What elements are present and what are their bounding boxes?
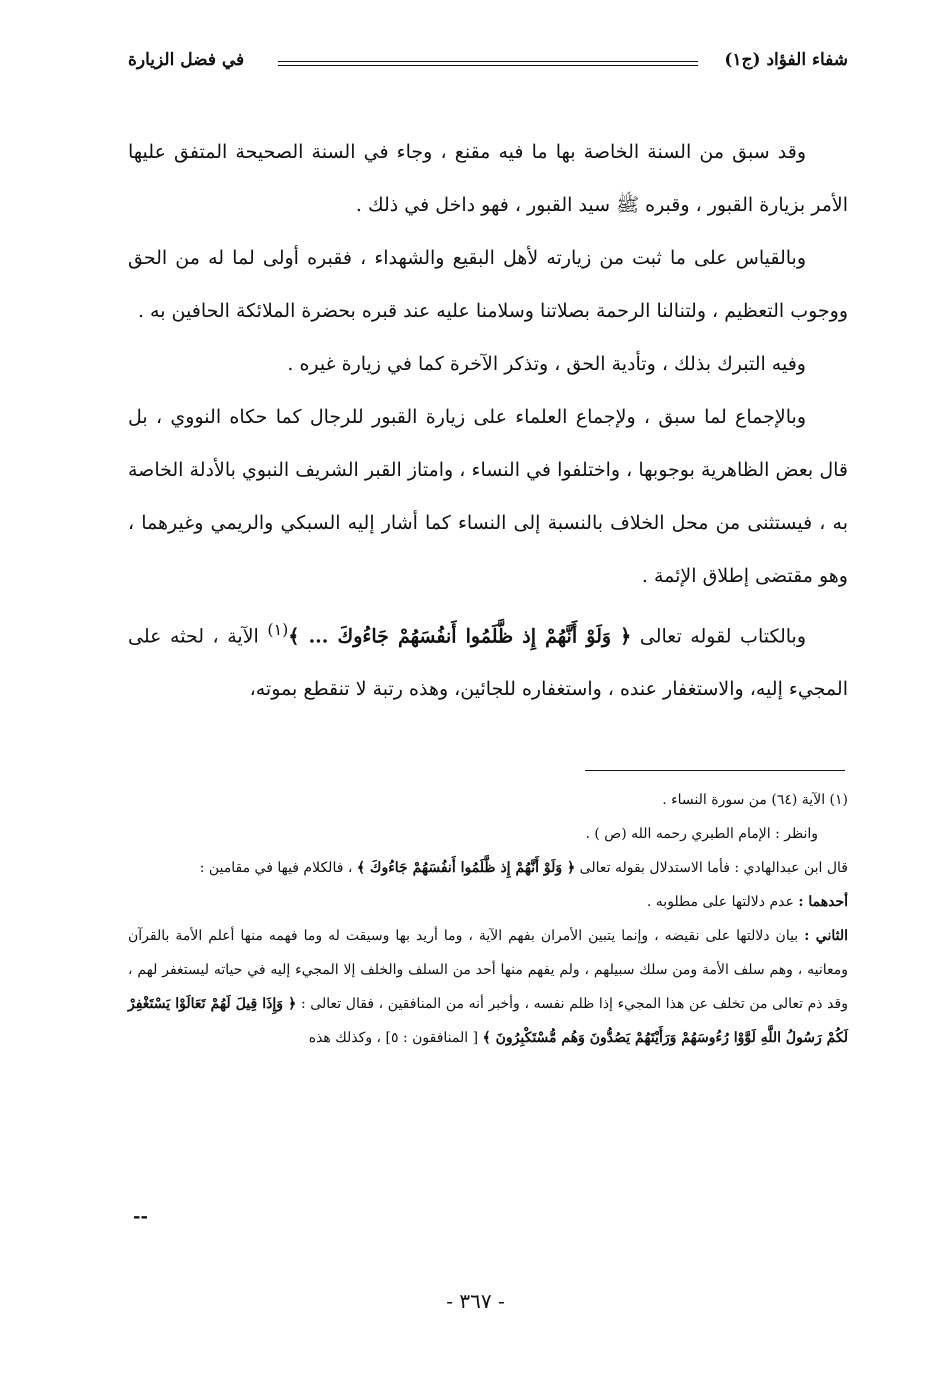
footnote-4-text: عدم دلالتها على مطلوبه . (646, 894, 794, 910)
paragraph-5 (128, 603, 848, 716)
paragraph-2: وبالقياس على ما ثبت من زيارته لأهل البقيع والشهداء ، فقبره أولى لما له من الحق ووجوب التعظيم ، ولتنالنا الرحمة بصلاتنا وسلامنا عليه عند قبره بحضرة الملائكة الحافين به . (128, 247, 848, 322)
footnote-4 (128, 885, 848, 919)
footnote-5-verse: ﴿ وَإِذَا قِيلَ لَهُمْ تَعَالَوْا يَسْتَغْفِرْ لَكُمْ رَسُولُ اللَّهِ لَوَّوْا رُءُوسَهُمْ وَرَأَيْتَهُمْ يَصُدُّونَ وَهُم مُّسْتَكْبِرُونَ ﴾ (128, 996, 848, 1046)
footnote-3-rest: ، فالكلام فيها في مقامين : (199, 860, 353, 876)
paragraph-5-rest: الآية ، لحثه على المجيء إليه، والاستغفار عنده ، واستغفاره للجائين، وهذه رتبة لا تنقطع بموته، (128, 625, 848, 701)
footnotes (128, 783, 848, 1055)
footnote-3-verse: ﴿ وَلَوْ أَنَّهُمْ إِذ ظَّلَمُوا أَنفُسَهُمْ جَاءُوكَ ﴾ (356, 860, 576, 876)
footnote-5 (128, 919, 848, 1055)
quran-verse: ﴿ وَلَوْ أَنَّهُمْ إِذ ظَّلَمُوا أَنفُسَهُمْ جَاءُوكَ ... ﴾ (288, 625, 632, 648)
footnote-5-text: بيان دلالتها على نقيضه ، وإنما يتبين الأمران بفهم الآية ، وما أريد بها وسيقت له وما فهمه منها أعلم الأمة بالقرآن ومعانيه ، وهم سلف الأمة ومن سلك سبيلهم ، ولم يفهم منها أحد من السلف والخلف إلا المجيء إليه في حياته ليستغفر لهم ، وقد ذم تعالى من تخلف عن هذا المجيء إذا ظلم نفسه ، وأخبر أنه من المنافقين ، فقال تعالى : (128, 928, 848, 1012)
book-title: شفاء الفؤاد (ج١) (724, 50, 848, 70)
section-title: في فضل الزيارة (128, 50, 245, 70)
footnote-ref: (١) (267, 620, 289, 639)
page-number: - ٣٦٧ - (446, 1289, 505, 1313)
main-text (128, 126, 848, 716)
footnote-3 (128, 851, 848, 885)
footnote-5-label: الثاني : (804, 928, 848, 944)
header-rule (278, 61, 698, 66)
footnote-2: وانظر : الإمام الطبري رحمه الله (ص ) . (585, 826, 818, 842)
paragraph-1: وقد سبق من السنة الخاصة بها ما فيه مقنع ، وجاء في السنة الصحيحة المتفق عليها الأمر بزيارة القبور ، وقبره ﷺ سيد القبور ، فهو داخل في ذلك . (128, 141, 848, 216)
continuation-mark: -- (133, 1206, 148, 1227)
footnote-4-label: أحدهما : (798, 894, 848, 910)
footnote-5-tail: [ المنافقون : ٥] ، وكذلك هذه (308, 1030, 479, 1046)
footnote-1: (١) الآية (٦٤) من سورة النساء . (662, 792, 848, 808)
paragraph-3: وفيه التبرك بذلك ، وتأدية الحق ، وتذكر الآخرة كما في زيارة غيره . (287, 353, 806, 375)
paragraph-5-lead: وبالكتاب لقوله تعالى (639, 625, 806, 648)
footnote-separator (585, 770, 845, 771)
paragraph-4: وبالإجماع لما سبق ، ولإجماع العلماء على زيارة القبور للرجال كما حكاه النووي ، بل قال بعض الظاهرية بوجوبها ، واختلفوا في النساء ، وامتاز القبر الشريف النبوي بالأدلة الخاصة به ، فيستثنى من محل الخلاف بالنسبة إلى النساء كما أشار إليه السبكي والريمي وغيرهما ، وهو مقتضى إطلاق الإئمة . (128, 406, 848, 587)
footnote-3-lead: قال ابن عبدالهادي : فأما الاستدلال بقوله تعالى (579, 860, 848, 876)
running-header (128, 50, 848, 86)
